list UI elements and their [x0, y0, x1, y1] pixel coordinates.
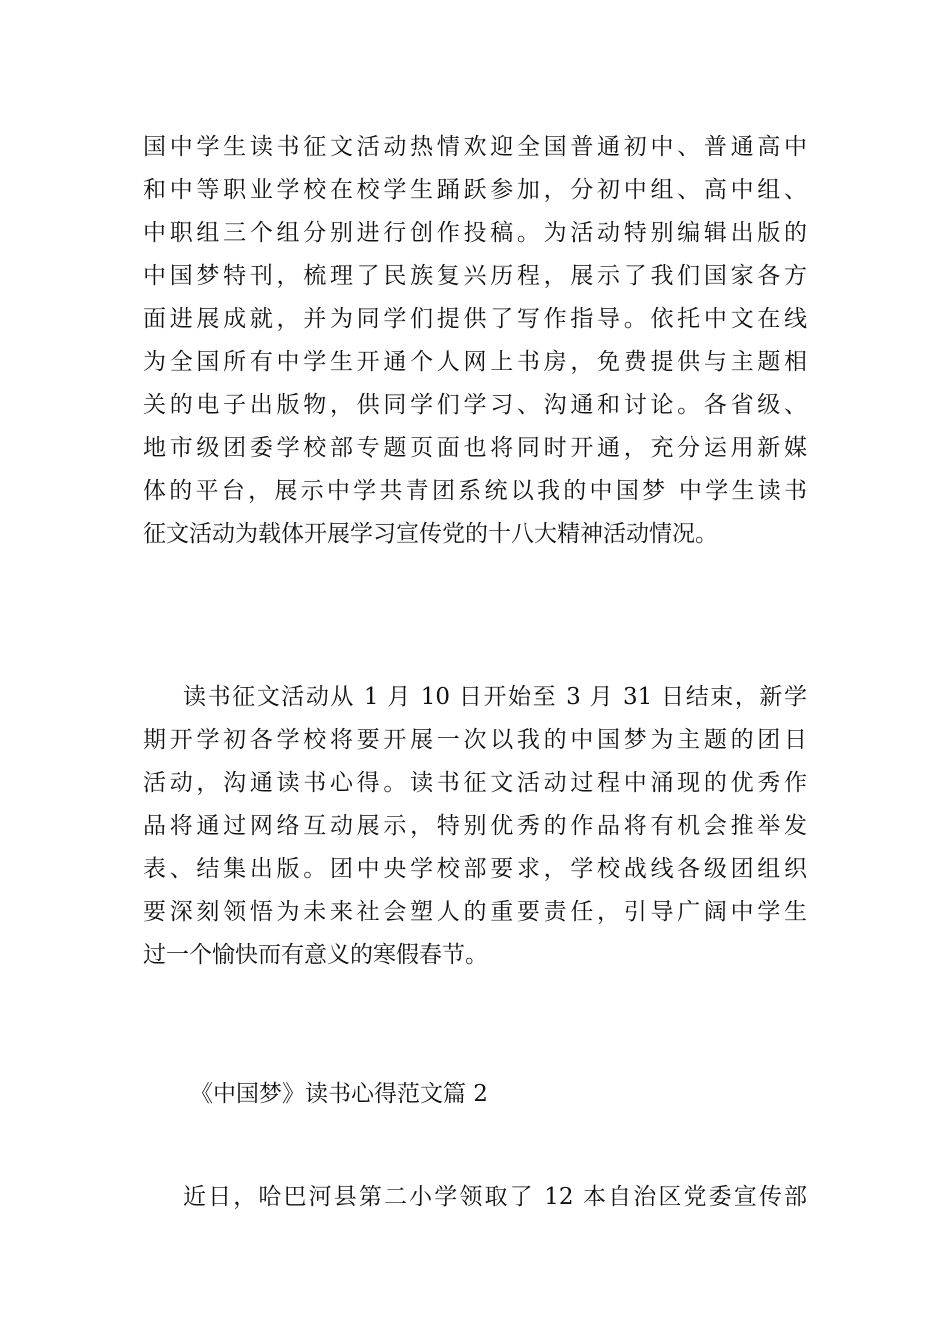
text-line: 品将通过网络互动展示，特别优秀的作品将有机会推举发 [143, 813, 807, 839]
text-line: 征文活动为载体开展学习宣传党的十八大精神活动情况。 [143, 521, 718, 547]
text-line: 国中学生读书征文活动热情欢迎全国普通初中、普通高中 [143, 134, 807, 160]
text-line: 过一个愉快而有意义的寒假春节。 [143, 942, 488, 968]
text-line: 要深刻领悟为未来社会塑人的重要责任，引导广阔中学生 [143, 899, 807, 925]
text-line: 面进展成就，并为同学们提供了写作指导。依托中文在线 [143, 306, 807, 332]
section-heading: 《中国梦》读书心得范文篇 2 [190, 1081, 488, 1107]
text-line: 为全国所有中学生开通个人网上书房，免费提供与主题相 [143, 349, 807, 375]
text-line: 和中等职业学校在校学生踊跃参加，分初中组、高中组、 [143, 177, 807, 203]
paragraph-3 [143, 1176, 807, 1219]
paragraph-1 [143, 126, 807, 556]
text-line: 期开学初各学校将要开展一次以我的中国梦为主题的团日 [143, 727, 807, 753]
text-line: 关的电子出版物，供同学们学习、沟通和讨论。各省级、 [143, 392, 807, 418]
text-line: 近日，哈巴河县第二小学领取了 12 本自治区党委宣传部 [183, 1184, 807, 1210]
text-line: 表、结集出版。团中央学校部要求，学校战线各级团组织 [143, 856, 807, 882]
text-line: 体的平台，展示中学共青团系统以我的中国梦 中学生读书 [143, 478, 807, 504]
text-line: 读书征文活动从 1 月 10 日开始至 3 月 31 日结束，新学 [183, 684, 807, 710]
text-line: 中国梦特刊，梳理了民族复兴历程，展示了我们国家各方 [143, 263, 807, 289]
paragraph-2 [143, 676, 807, 977]
text-line: 中职组三个组分别进行创作投稿。为活动特别编辑出版的 [143, 220, 807, 246]
text-line: 地市级团委学校部专题页面也将同时开通，充分运用新媒 [143, 435, 807, 461]
text-line: 活动，沟通读书心得。读书征文活动过程中涌现的优秀作 [143, 770, 807, 796]
